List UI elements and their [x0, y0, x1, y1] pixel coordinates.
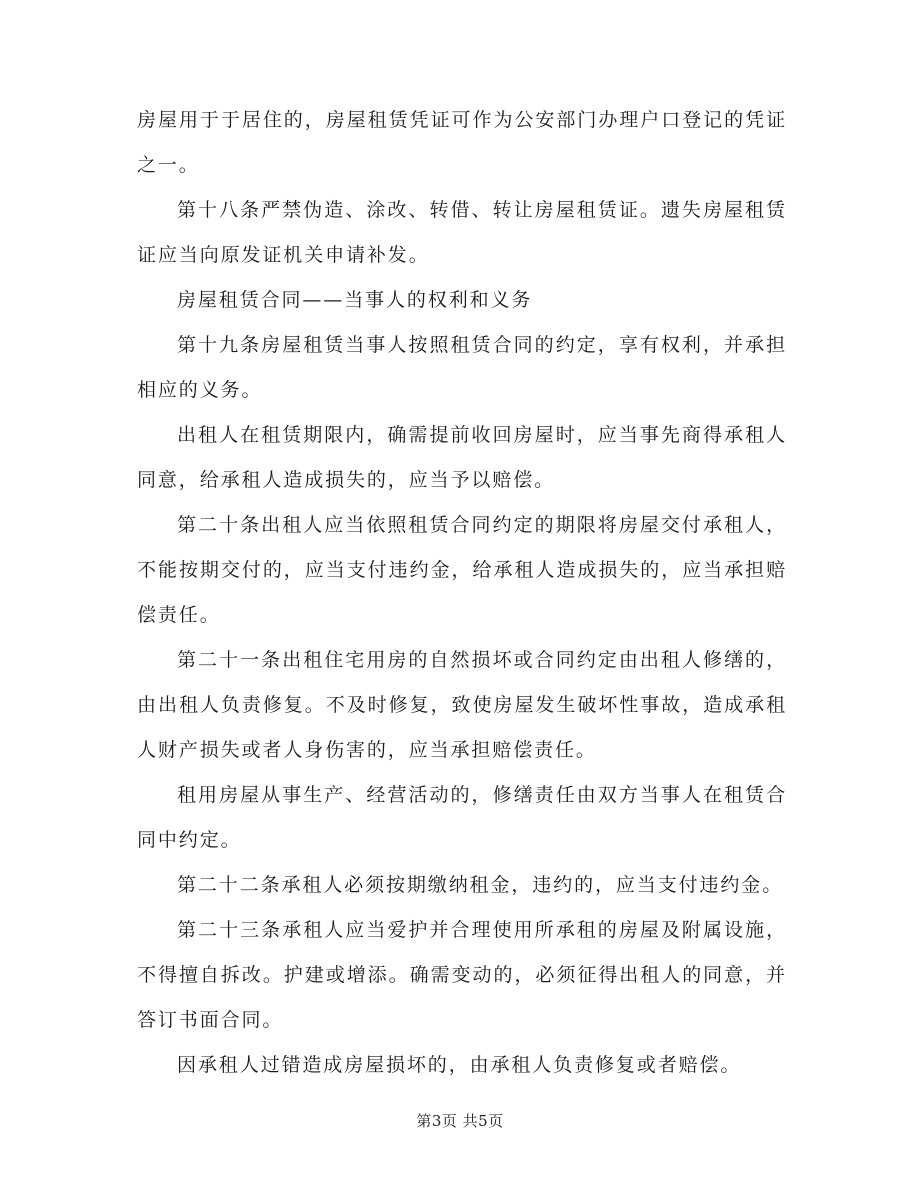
paragraph-article-20: 第二十条出租人应当依照租赁合同约定的期限将房屋交付承租人，不能按期交付的，应当支付违约金，给承租人造成损失的，应当承担赔偿责任。: [137, 514, 787, 626]
paragraph-commercial-use: 租用房屋从事生产、经营活动的，修缮责任由双方当事人在租赁合同中约定。: [137, 784, 787, 851]
document-body: [137, 98, 787, 1088]
paragraph-article-19: 第十九条房屋租赁当事人按照租赁合同的约定，享有权利，并承担相应的义务。: [137, 334, 787, 401]
paragraph-article-18: 第十八条严禁伪造、涂改、转借、转让房屋租赁证。遗失房屋租赁证应当向原发证机关申请补发。: [137, 199, 787, 266]
section-heading: 房屋租赁合同——当事人的权利和义务: [177, 289, 533, 311]
paragraph-article-22: 第二十二条承租人必须按期缴纳租金，违约的，应当支付违约金。: [177, 874, 784, 896]
paragraph-continuation: 房屋用于于居住的，房屋租赁凭证可作为公安部门办理户口登记的凭证之一。: [137, 109, 787, 176]
paragraph-article-23: 第二十三条承租人应当爱护并合理使用所承租的房屋及附属设施，不得擅自拆改。护建或增添。确需变动的，必须征得出租人的同意，并答订书面合同。: [137, 919, 787, 1031]
paragraph-tenant-fault: 因承租人过错造成房屋损坏的，由承租人负责修复或者赔偿。: [177, 1054, 742, 1076]
page-number: 第3页 共5页: [416, 1112, 504, 1130]
paragraph-article-21: 第二十一条出租住宅用房的自然损坏或合同约定由出租人修缮的，由出租人负责修复。不及时修复，致使房屋发生破坏性事故，造成承租人财产损失或者人身伤害的，应当承担赔偿责任。: [137, 649, 787, 761]
paragraph-lessor-recall: 出租人在租赁期限内，确需提前收回房屋时，应当事先商得承租人同意，给承租人造成损失的，应当予以赔偿。: [137, 424, 787, 491]
